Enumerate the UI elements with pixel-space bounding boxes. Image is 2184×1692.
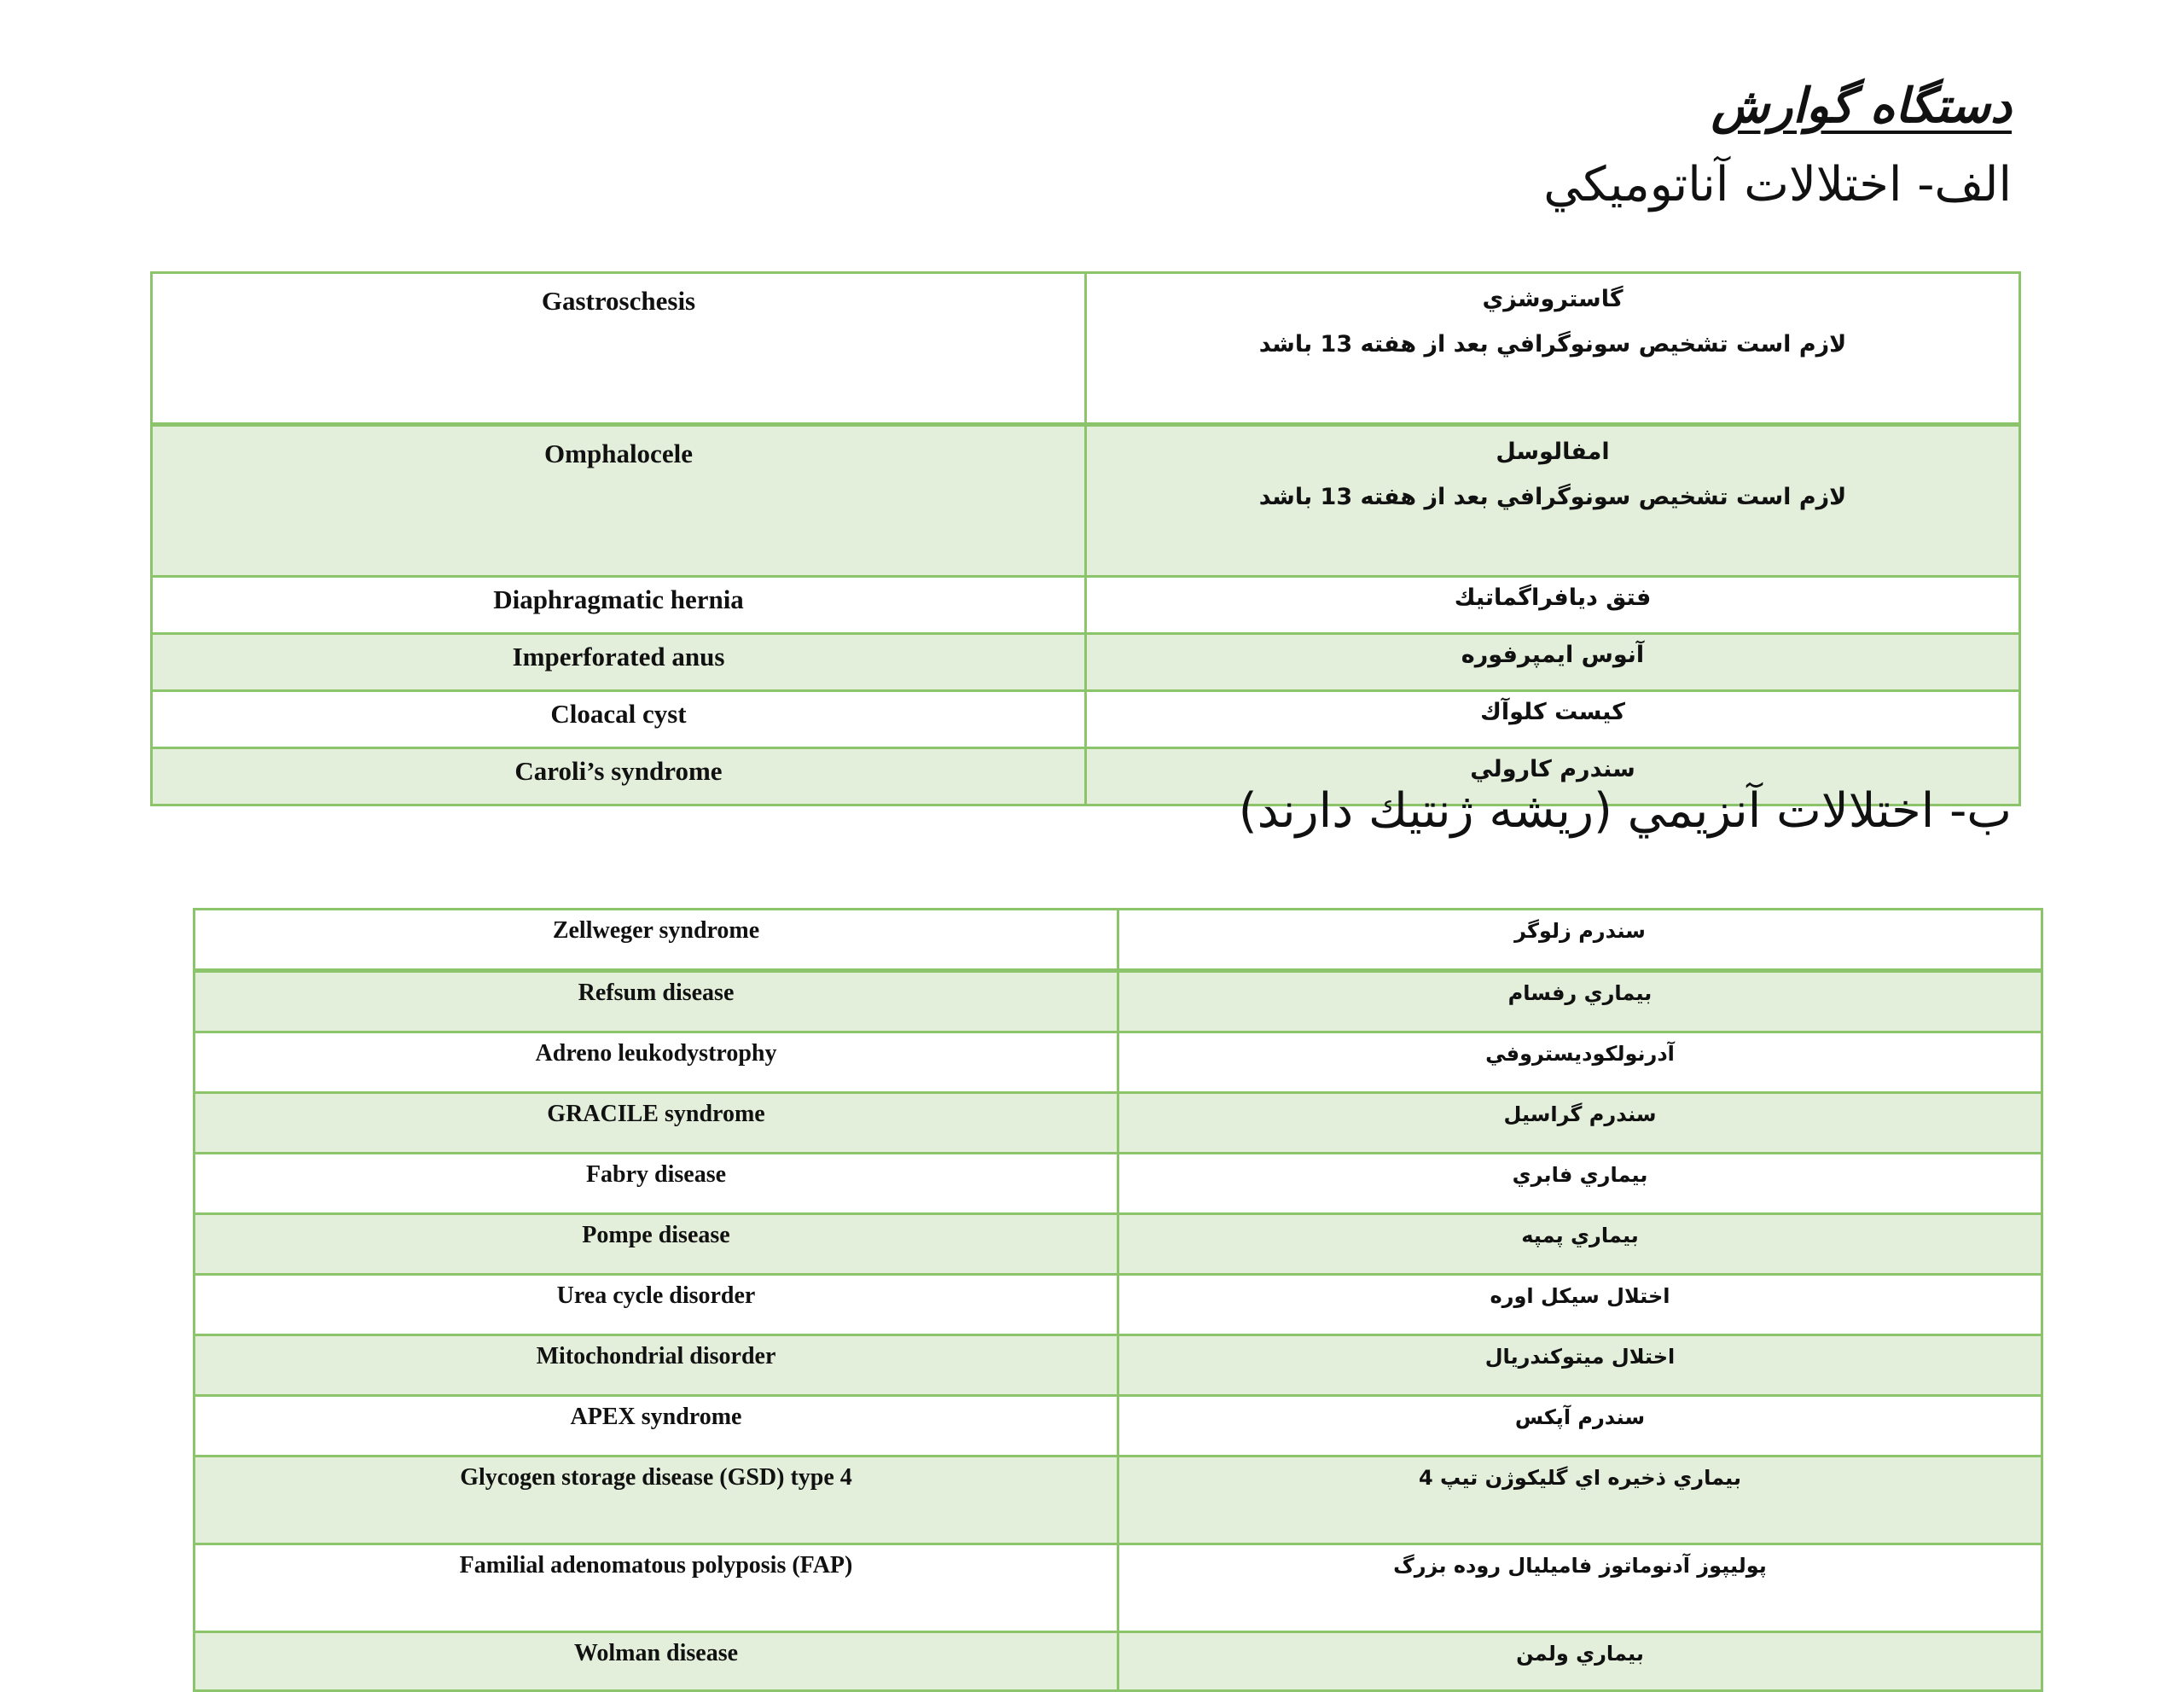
table-row [195,1214,2042,1275]
persian-note: لازم است تشخيص سونوگرافي بعد از هفته 13 باشد [1258,484,1847,510]
persian-term: آدرنولكوديستروفي [1118,1032,2042,1093]
persian-term: سندرم زلوگر [1118,910,2042,971]
table-row [152,691,2020,748]
english-term: Familial adenomatous polyposis (FAP) [195,1544,1118,1632]
page-title: دستگاه گوارش [1711,78,2012,134]
table-row [195,1335,2042,1396]
section-a-heading: الف- اختلالات آناتوميكي [1543,157,2012,212]
table-row [195,1544,2042,1632]
persian-term: بيماري ذخيره اي گليكوژن تيپ 4 [1118,1457,2042,1544]
persian-term: اختلال سيكل اوره [1118,1275,2042,1335]
persian-term-cell [1086,425,2020,577]
table-row [195,971,2042,1032]
english-term: Pompe disease [195,1214,1118,1275]
persian-term: اختلال ميتوكندريال [1118,1335,2042,1396]
table-row [152,577,2020,634]
english-term: Wolman disease [195,1632,1118,1691]
persian-term: سندرم گراسيل [1118,1093,2042,1154]
persian-note: لازم است تشخيص سونوگرافي بعد از هفته 13 باشد [1258,331,1847,358]
english-term: Urea cycle disorder [195,1275,1118,1335]
persian-term: بيماري ولمن [1118,1632,2042,1691]
persian-term: بيماري رفسام [1118,971,2042,1032]
persian-term: پوليپوز آدنوماتوز فاميليال روده بزرگ [1118,1544,2042,1632]
english-term: Omphalocele [152,425,1086,577]
english-term: Fabry disease [195,1154,1118,1214]
persian-term: آنوس ايمپرفوره [1086,634,2020,691]
table-row [195,1457,2042,1544]
english-term: Adreno leukodystrophy [195,1032,1118,1093]
table-row [195,1275,2042,1335]
persian-term: بيماري پمپه [1118,1214,2042,1275]
english-term: Glycogen storage disease (GSD) type 4 [195,1457,1118,1544]
table-row [152,425,2020,577]
section-b-heading: ب- اختلالات آنزيمي (ريشه ژنتيك دارند) [1238,783,2012,839]
enzymatic-disorders-table [193,908,2043,1692]
english-term: Mitochondrial disorder [195,1335,1118,1396]
english-term: Gastroschesis [152,273,1086,425]
table-row [152,273,2020,425]
persian-term: امفالوسل [1496,439,1610,465]
table-row [152,634,2020,691]
english-term: Refsum disease [195,971,1118,1032]
english-term: Diaphragmatic hernia [152,577,1086,634]
english-term: Caroli’s syndrome [152,748,1086,805]
persian-term-cell [1086,273,2020,425]
anatomical-disorders-table [150,271,2021,806]
table-row [195,1093,2042,1154]
persian-term: بيماري فابري [1118,1154,2042,1214]
english-term: APEX syndrome [195,1396,1118,1457]
english-term: Imperforated anus [152,634,1086,691]
table-row [195,910,2042,971]
persian-term: فتق ديافراگماتيك [1086,577,2020,634]
persian-term: كيست كلوآك [1086,691,2020,748]
table-row [195,1154,2042,1214]
persian-term: سندرم آپكس [1118,1396,2042,1457]
table-row [195,1032,2042,1093]
table-row [195,1396,2042,1457]
persian-term: گاستروشزي [1482,286,1623,312]
english-term: Zellweger syndrome [195,910,1118,971]
persian-term: سندرم كارولي [1086,748,2020,805]
table-row [195,1632,2042,1691]
english-term: GRACILE syndrome [195,1093,1118,1154]
english-term: Cloacal cyst [152,691,1086,748]
